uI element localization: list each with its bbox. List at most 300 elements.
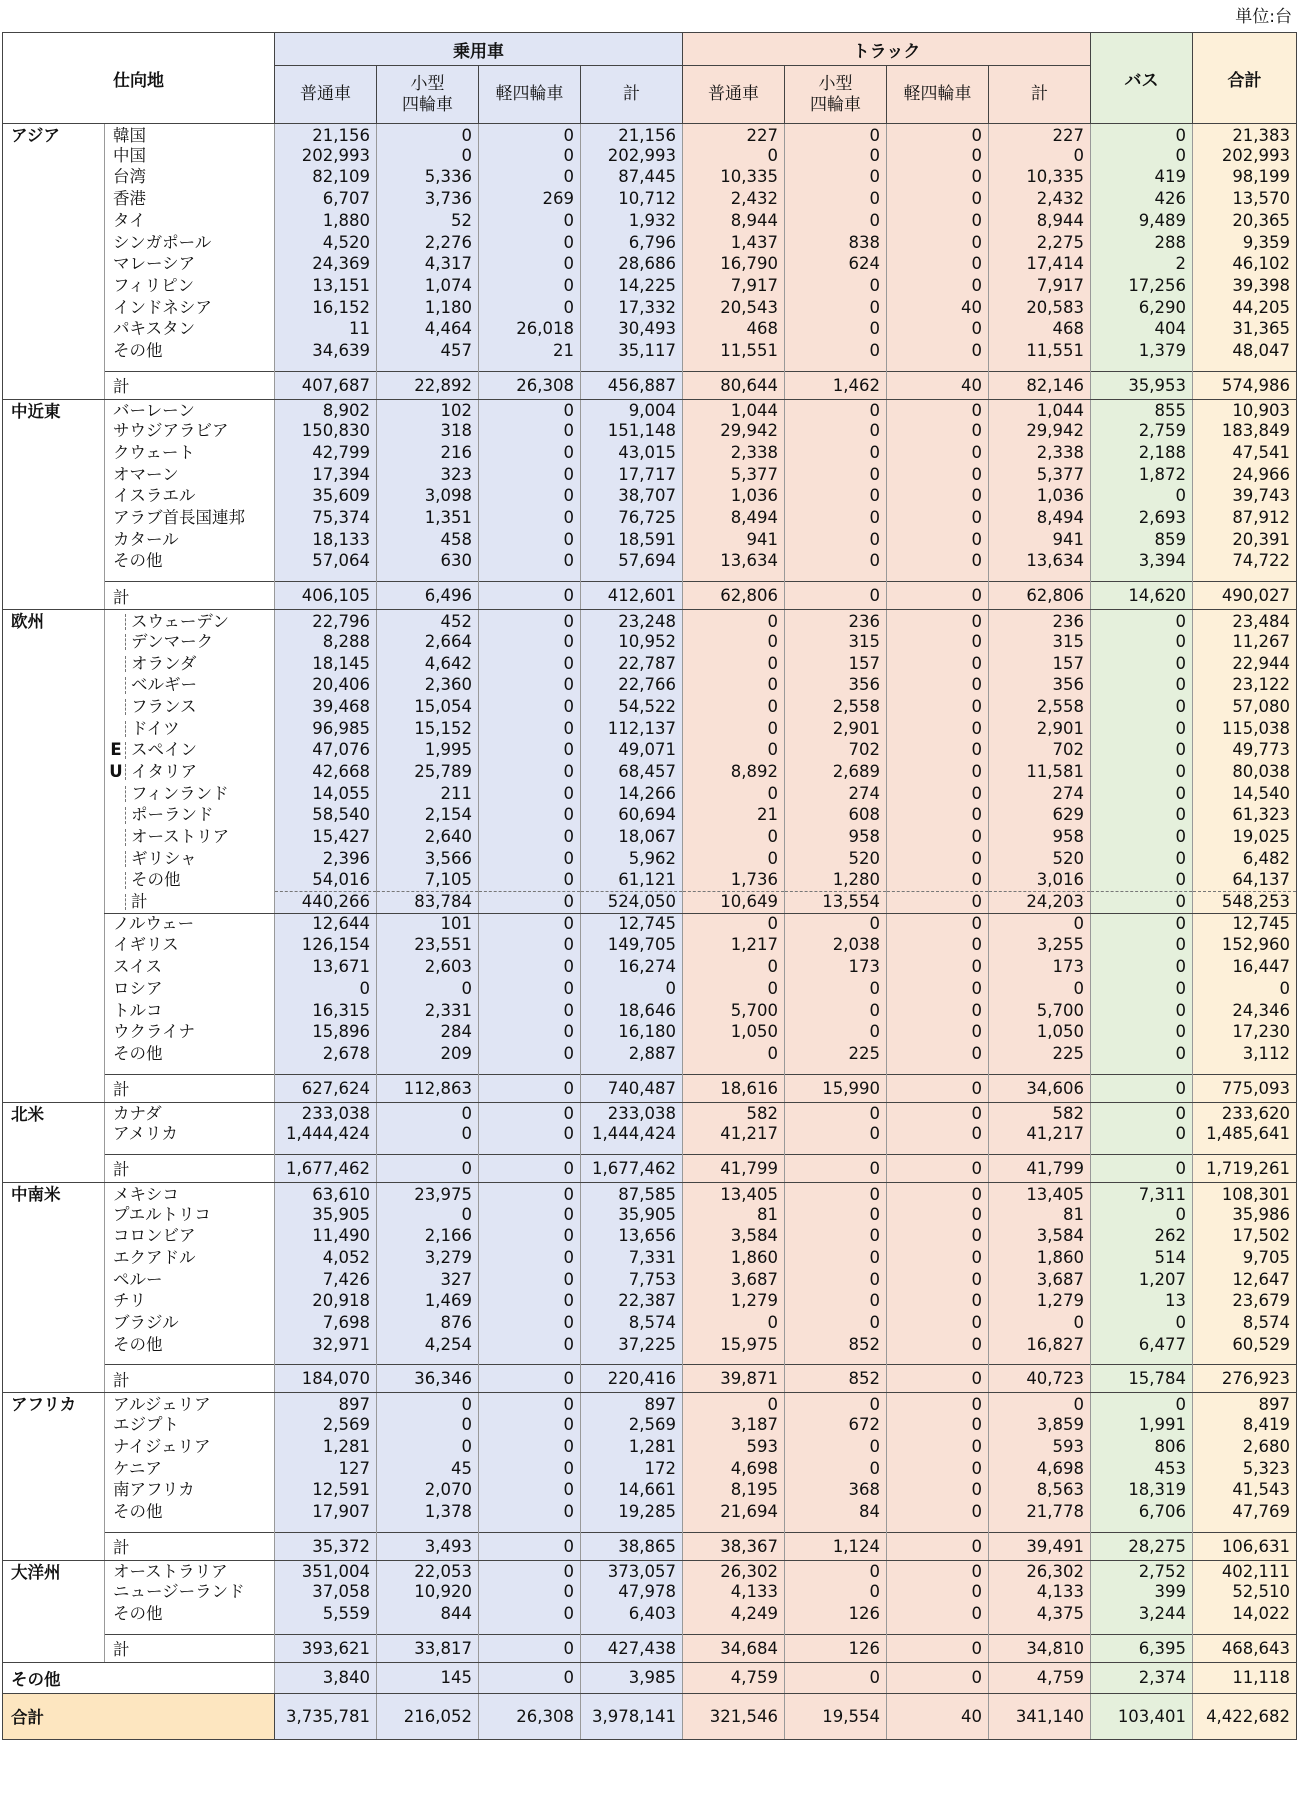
- value-cell: 57,080: [1193, 696, 1297, 718]
- value-cell: 458: [377, 529, 479, 551]
- value-cell: 34,606: [989, 1074, 1091, 1102]
- value-cell: 57,694: [581, 551, 683, 573]
- value-cell: 0: [377, 1102, 479, 1124]
- value-cell: 0: [785, 551, 887, 573]
- value-cell: 0: [887, 232, 989, 254]
- value-cell: 0: [887, 1313, 989, 1335]
- value-cell: 0: [479, 1102, 581, 1124]
- value-cell: 48,047: [1193, 340, 1297, 362]
- value-cell: 0: [479, 653, 581, 675]
- value-cell: 0: [479, 399, 581, 421]
- spacer-row: [3, 1356, 1297, 1365]
- value-cell: 520: [785, 848, 887, 870]
- value-cell: 47,978: [581, 1582, 683, 1604]
- value-cell: 0: [479, 1226, 581, 1248]
- value-cell: 0: [989, 913, 1091, 935]
- value-cell: 897: [581, 1393, 683, 1415]
- value-cell: 41,543: [1193, 1480, 1297, 1502]
- value-cell: 0: [1091, 913, 1193, 935]
- value-cell: 17,394: [275, 464, 377, 486]
- value-cell: 0: [785, 340, 887, 362]
- value-cell: 11,581: [989, 761, 1091, 783]
- value-cell: 1,044: [989, 399, 1091, 421]
- eu-label: U: [107, 764, 126, 781]
- value-cell: 0: [1091, 892, 1193, 914]
- value-cell: 0: [377, 1436, 479, 1458]
- value-cell: 0: [1091, 1154, 1193, 1182]
- value-cell: 39,491: [989, 1532, 1091, 1560]
- value-cell: 0: [479, 167, 581, 189]
- value-cell: 1,050: [683, 1022, 785, 1044]
- value-cell: 0: [683, 1313, 785, 1335]
- value-cell: 0: [377, 1415, 479, 1437]
- value-cell: 22,787: [581, 653, 683, 675]
- spacer-row: [3, 1523, 1297, 1532]
- value-cell: 0: [887, 848, 989, 870]
- value-cell: 0: [479, 1043, 581, 1065]
- country-name: ペルー: [105, 1269, 275, 1291]
- value-cell: 4,759: [683, 1662, 785, 1693]
- country-name: ポーランド: [131, 805, 214, 825]
- value-cell: 2,070: [377, 1480, 479, 1502]
- value-cell: 0: [887, 1226, 989, 1248]
- value-cell: 5,962: [581, 848, 683, 870]
- table-row: [3, 718, 1297, 740]
- value-cell: 0: [785, 1182, 887, 1204]
- value-cell: 958: [785, 826, 887, 848]
- value-cell: 17,256: [1091, 275, 1193, 297]
- value-cell: 101: [377, 913, 479, 935]
- value-cell: 108,301: [1193, 1182, 1297, 1204]
- value-cell: 0: [785, 1458, 887, 1480]
- value-cell: 16,180: [581, 1022, 683, 1044]
- value-cell: 16,790: [683, 254, 785, 276]
- value-cell: 0: [479, 783, 581, 805]
- country-name: エジプト: [105, 1415, 275, 1437]
- value-cell: 274: [785, 783, 887, 805]
- value-cell: 0: [989, 978, 1091, 1000]
- value-cell: 0: [785, 464, 887, 486]
- value-cell: 0: [479, 805, 581, 827]
- value-cell: 0: [887, 675, 989, 697]
- value-cell: 274: [989, 783, 1091, 805]
- value-cell: 23,484: [1193, 610, 1297, 632]
- table-row: [3, 464, 1297, 486]
- value-cell: 49,773: [1193, 740, 1297, 762]
- value-cell: 62,806: [683, 582, 785, 610]
- value-cell: 82,109: [275, 167, 377, 189]
- value-cell: 2,901: [785, 718, 887, 740]
- value-cell: 0: [479, 1124, 581, 1146]
- value-cell: 14,225: [581, 275, 683, 297]
- value-cell: 0: [683, 696, 785, 718]
- value-cell: 44,205: [1193, 297, 1297, 319]
- value-cell: 740,487: [581, 1074, 683, 1102]
- value-cell: 0: [887, 913, 989, 935]
- value-cell: 7,311: [1091, 1182, 1193, 1204]
- value-cell: 15,054: [377, 696, 479, 718]
- value-cell: 6,482: [1193, 848, 1297, 870]
- table-row: [3, 1393, 1297, 1415]
- value-cell: 2,752: [1091, 1560, 1193, 1582]
- value-cell: 0: [479, 610, 581, 632]
- value-cell: 34,684: [683, 1634, 785, 1662]
- table-row: [3, 1226, 1297, 1248]
- value-cell: 0: [479, 1560, 581, 1582]
- value-cell: 7,698: [275, 1313, 377, 1335]
- value-cell: 0: [479, 442, 581, 464]
- table-row: [3, 189, 1297, 211]
- value-cell: 151,148: [581, 421, 683, 443]
- country-name: ノルウェー: [105, 913, 275, 935]
- table-row: [3, 1204, 1297, 1226]
- value-cell: 318: [377, 421, 479, 443]
- value-cell: 269: [479, 189, 581, 211]
- value-cell: 149,705: [581, 935, 683, 957]
- value-cell: 838: [785, 232, 887, 254]
- value-cell: 9,489: [1091, 210, 1193, 232]
- other-label: その他: [3, 1662, 275, 1693]
- country-name: その他: [105, 1334, 275, 1356]
- value-cell: 2: [1091, 254, 1193, 276]
- value-cell: 0: [1091, 486, 1193, 508]
- value-cell: 19,025: [1193, 826, 1297, 848]
- value-cell: 0: [683, 675, 785, 697]
- value-cell: 35,953: [1091, 371, 1193, 399]
- country-name: その他: [105, 551, 275, 573]
- country-name: フィンランド: [131, 783, 229, 803]
- value-cell: 0: [887, 1603, 989, 1625]
- value-cell: 0: [479, 421, 581, 443]
- country-name: スペイン: [131, 740, 197, 760]
- value-cell: 0: [377, 124, 479, 146]
- value-cell: 315: [989, 631, 1091, 653]
- value-cell: 1,462: [785, 371, 887, 399]
- table-row: [3, 957, 1297, 979]
- value-cell: 2,901: [989, 718, 1091, 740]
- value-cell: 61,121: [581, 870, 683, 892]
- value-cell: 21: [683, 805, 785, 827]
- value-cell: 80,644: [683, 371, 785, 399]
- value-cell: 0: [785, 1124, 887, 1146]
- value-cell: 7,105: [377, 870, 479, 892]
- value-cell: 5,323: [1193, 1458, 1297, 1480]
- value-cell: 0: [887, 935, 989, 957]
- value-cell: 12,591: [275, 1480, 377, 1502]
- value-cell: 9,004: [581, 399, 683, 421]
- value-cell: 2,558: [785, 696, 887, 718]
- value-cell: 13,671: [275, 957, 377, 979]
- value-cell: 276,923: [1193, 1365, 1297, 1393]
- value-cell: 262: [1091, 1226, 1193, 1248]
- value-cell: 1,180: [377, 297, 479, 319]
- table-row: [3, 1582, 1297, 1604]
- value-cell: 624: [785, 254, 887, 276]
- value-cell: 0: [887, 1634, 989, 1662]
- value-cell: 0: [1091, 653, 1193, 675]
- value-cell: 35,905: [275, 1204, 377, 1226]
- value-cell: 453: [1091, 1458, 1193, 1480]
- value-cell: 1,736: [683, 870, 785, 892]
- value-cell: 0: [887, 1022, 989, 1044]
- value-cell: 202,993: [275, 145, 377, 167]
- value-cell: 0: [1091, 145, 1193, 167]
- value-cell: 2,396: [275, 848, 377, 870]
- value-cell: 0: [887, 1182, 989, 1204]
- value-cell: 24,369: [275, 254, 377, 276]
- value-cell: 17,332: [581, 297, 683, 319]
- value-cell: 0: [275, 978, 377, 1000]
- country-name: ロシア: [105, 978, 275, 1000]
- value-cell: 2,558: [989, 696, 1091, 718]
- table-row: [3, 442, 1297, 464]
- value-cell: 17,502: [1193, 1226, 1297, 1248]
- table-row: [3, 508, 1297, 530]
- value-cell: 60,529: [1193, 1334, 1297, 1356]
- country-name: ケニア: [105, 1458, 275, 1480]
- value-cell: 13,151: [275, 275, 377, 297]
- value-cell: 0: [887, 582, 989, 610]
- value-cell: 22,892: [377, 371, 479, 399]
- value-cell: 54,016: [275, 870, 377, 892]
- value-cell: 548,253: [1193, 892, 1297, 914]
- value-cell: 7,331: [581, 1247, 683, 1269]
- value-cell: 859: [1091, 529, 1193, 551]
- table-row: [3, 761, 1297, 783]
- value-cell: 2,432: [989, 189, 1091, 211]
- value-cell: 13,554: [785, 892, 887, 914]
- value-cell: 0: [479, 718, 581, 740]
- value-cell: 1,207: [1091, 1269, 1193, 1291]
- eu-subtotal-label: 計: [131, 891, 148, 911]
- value-cell: 1,860: [683, 1247, 785, 1269]
- value-cell: 45: [377, 1458, 479, 1480]
- value-cell: 14,661: [581, 1480, 683, 1502]
- table-row: [3, 319, 1297, 341]
- value-cell: 0: [1091, 1204, 1193, 1226]
- value-cell: 0: [479, 582, 581, 610]
- value-cell: 0: [479, 1415, 581, 1437]
- value-cell: 40,723: [989, 1365, 1091, 1393]
- value-cell: 0: [1091, 870, 1193, 892]
- value-cell: 11,490: [275, 1226, 377, 1248]
- value-cell: 145: [377, 1662, 479, 1693]
- table-row: [3, 210, 1297, 232]
- value-cell: 0: [479, 1269, 581, 1291]
- value-cell: 0: [785, 978, 887, 1000]
- header-p-subtotal: 計: [581, 66, 683, 124]
- table-row: [3, 421, 1297, 443]
- value-cell: 20,583: [989, 297, 1091, 319]
- value-cell: 373,057: [581, 1560, 683, 1582]
- value-cell: 8,944: [683, 210, 785, 232]
- value-cell: 24,966: [1193, 464, 1297, 486]
- value-cell: 30,493: [581, 319, 683, 341]
- region-total-row: [3, 371, 1297, 399]
- value-cell: 18,591: [581, 529, 683, 551]
- value-cell: 4,698: [989, 1458, 1091, 1480]
- value-cell: 0: [785, 913, 887, 935]
- value-cell: 1,074: [377, 275, 479, 297]
- value-cell: 0: [785, 210, 887, 232]
- country-name: サウジアラビア: [105, 421, 275, 443]
- value-cell: 2,603: [377, 957, 479, 979]
- value-cell: 0: [683, 1393, 785, 1415]
- value-cell: 10,649: [683, 892, 785, 914]
- value-cell: 4,133: [989, 1582, 1091, 1604]
- table-row: [3, 232, 1297, 254]
- value-cell: 41,799: [989, 1154, 1091, 1182]
- country-name: スウェーデン: [131, 611, 230, 631]
- value-cell: 6,395: [1091, 1634, 1193, 1662]
- value-cell: 0: [683, 653, 785, 675]
- value-cell: 0: [887, 167, 989, 189]
- country-name: ブラジル: [105, 1313, 275, 1335]
- country-name: マレーシア: [105, 254, 275, 276]
- value-cell: 0: [887, 1436, 989, 1458]
- value-cell: 0: [785, 1247, 887, 1269]
- value-cell: 10,952: [581, 631, 683, 653]
- value-cell: 43,015: [581, 442, 683, 464]
- value-cell: 12,745: [1193, 913, 1297, 935]
- table-row: [3, 167, 1297, 189]
- country-name: 香港: [105, 189, 275, 211]
- value-cell: 0: [479, 297, 581, 319]
- value-cell: 0: [785, 1313, 887, 1335]
- value-cell: 0: [479, 631, 581, 653]
- value-cell: 0: [1091, 1102, 1193, 1124]
- value-cell: 4,249: [683, 1603, 785, 1625]
- region-total-row: [3, 1634, 1297, 1662]
- value-cell: 21: [479, 340, 581, 362]
- value-cell: 0: [887, 1000, 989, 1022]
- table-row: [3, 783, 1297, 805]
- value-cell: 582: [989, 1102, 1091, 1124]
- value-cell: 0: [887, 1458, 989, 1480]
- value-cell: 0: [887, 210, 989, 232]
- country-name: バーレーン: [105, 399, 275, 421]
- value-cell: 0: [785, 1154, 887, 1182]
- country-name: エクアドル: [105, 1247, 275, 1269]
- spacer-row: [3, 362, 1297, 371]
- value-cell: 18,133: [275, 529, 377, 551]
- country-name: アラブ首長国連邦: [105, 508, 275, 530]
- region-name: アフリカ: [3, 1393, 105, 1560]
- value-cell: 0: [479, 978, 581, 1000]
- value-cell: 4,520: [275, 232, 377, 254]
- country-name: ドイツ: [131, 718, 180, 738]
- value-cell: 0: [683, 848, 785, 870]
- value-cell: 16,152: [275, 297, 377, 319]
- table-row: [3, 145, 1297, 167]
- value-cell: 0: [887, 1365, 989, 1393]
- table-row: [3, 297, 1297, 319]
- value-cell: 157: [785, 653, 887, 675]
- value-cell: 15,896: [275, 1022, 377, 1044]
- value-cell: 29,942: [989, 421, 1091, 443]
- country-name: ニュージーランド: [105, 1582, 275, 1604]
- value-cell: 12,644: [275, 913, 377, 935]
- value-cell: 0: [785, 1662, 887, 1693]
- value-cell: 0: [887, 1124, 989, 1146]
- value-cell: 54,522: [581, 696, 683, 718]
- table-row: [3, 805, 1297, 827]
- value-cell: 58,540: [275, 805, 377, 827]
- table-row: [3, 978, 1297, 1000]
- value-cell: 13,570: [1193, 189, 1297, 211]
- header-p-small: 小型 四輪車: [377, 66, 479, 124]
- value-cell: 98,199: [1193, 167, 1297, 189]
- value-cell: 368: [785, 1480, 887, 1502]
- value-cell: 2,887: [581, 1043, 683, 1065]
- value-cell: 2,569: [275, 1415, 377, 1437]
- value-cell: 3,859: [989, 1415, 1091, 1437]
- value-cell: 457: [377, 340, 479, 362]
- value-cell: 2,374: [1091, 1662, 1193, 1693]
- value-cell: 0: [1091, 1124, 1193, 1146]
- value-cell: 0: [683, 826, 785, 848]
- country-name: オーストラリア: [105, 1560, 275, 1582]
- value-cell: 15,784: [1091, 1365, 1193, 1393]
- value-cell: 321,546: [683, 1693, 785, 1739]
- value-cell: 74,722: [1193, 551, 1297, 573]
- header-truck: トラック: [683, 33, 1091, 66]
- value-cell: 0: [887, 1204, 989, 1226]
- value-cell: 103,401: [1091, 1693, 1193, 1739]
- value-cell: 0: [479, 848, 581, 870]
- value-cell: 2,154: [377, 805, 479, 827]
- value-cell: 3,394: [1091, 551, 1193, 573]
- value-cell: 0: [683, 978, 785, 1000]
- value-cell: 0: [887, 957, 989, 979]
- table-row: [3, 826, 1297, 848]
- value-cell: 2,188: [1091, 442, 1193, 464]
- value-cell: 1,880: [275, 210, 377, 232]
- value-cell: 4,422,682: [1193, 1693, 1297, 1739]
- value-cell: 19,285: [581, 1501, 683, 1523]
- value-cell: 0: [785, 1393, 887, 1415]
- value-cell: 8,288: [275, 631, 377, 653]
- value-cell: 0: [887, 189, 989, 211]
- value-cell: 0: [785, 1269, 887, 1291]
- value-cell: 426: [1091, 189, 1193, 211]
- value-cell: 0: [479, 1247, 581, 1269]
- value-cell: 7,917: [683, 275, 785, 297]
- value-cell: 5,377: [989, 464, 1091, 486]
- value-cell: 0: [683, 740, 785, 762]
- value-cell: 0: [989, 1393, 1091, 1415]
- value-cell: 46,102: [1193, 254, 1297, 276]
- value-cell: 8,419: [1193, 1415, 1297, 1437]
- value-cell: 0: [887, 783, 989, 805]
- value-cell: 0: [479, 913, 581, 935]
- value-cell: 0: [479, 145, 581, 167]
- value-cell: 0: [479, 1480, 581, 1502]
- value-cell: 0: [785, 399, 887, 421]
- header-t-standard: 普通車: [683, 66, 785, 124]
- value-cell: 2,331: [377, 1000, 479, 1022]
- value-cell: 0: [479, 551, 581, 573]
- value-cell: 399: [1091, 1582, 1193, 1604]
- table-row: [3, 1022, 1297, 1044]
- value-cell: 941: [989, 529, 1091, 551]
- value-cell: 0: [785, 297, 887, 319]
- value-cell: 11,551: [989, 340, 1091, 362]
- value-cell: 852: [785, 1334, 887, 1356]
- value-cell: 0: [887, 1269, 989, 1291]
- value-cell: 0: [479, 1393, 581, 1415]
- value-cell: 2,338: [683, 442, 785, 464]
